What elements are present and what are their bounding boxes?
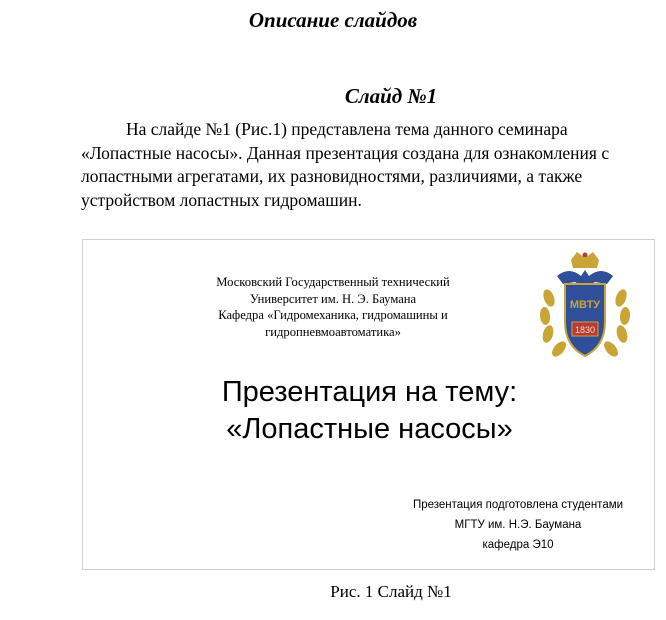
authors-line: МГТУ им. Н.Э. Баумана bbox=[454, 519, 582, 531]
slide-image bbox=[82, 239, 655, 570]
document-title: Описание слайдов bbox=[248, 8, 418, 32]
authors-line: кафедра Э10 bbox=[482, 539, 554, 551]
authors-block bbox=[383, 495, 653, 555]
bmstu-emblem-icon bbox=[535, 250, 635, 368]
presentation-title-line: Презентация на тему: bbox=[221, 376, 518, 408]
presentation-title-line: «Лопастные насосы» bbox=[226, 413, 513, 445]
figure-caption: Рис. 1 Слайд №1 bbox=[330, 582, 452, 601]
presentation-title bbox=[83, 374, 656, 448]
svg-text:МВТУ: МВТУ bbox=[569, 299, 601, 311]
slide-description-paragraph: На слайде №1 (Рис.1) представлена тема данного семинара «Лопастные насосы». Данная презентация создана для ознакомления с лопастными агрегатами, их разновидностями, различиями, а также устройством лопастных гидромашин. bbox=[81, 119, 610, 210]
slide-heading: Слайд №1 bbox=[344, 84, 438, 108]
university-line: Московский Государственный технический bbox=[216, 275, 450, 289]
university-block bbox=[193, 274, 473, 340]
university-line: Университет им. Н. Э. Баумана bbox=[249, 291, 417, 306]
university-line: Кафедра «Гидромеханика, гидромашины и bbox=[218, 308, 448, 322]
university-line: гидропневмоавтоматика» bbox=[265, 324, 401, 339]
emblem-year: 1830 bbox=[574, 325, 596, 335]
authors-line: Презентация подготовлена студентами bbox=[412, 499, 624, 511]
